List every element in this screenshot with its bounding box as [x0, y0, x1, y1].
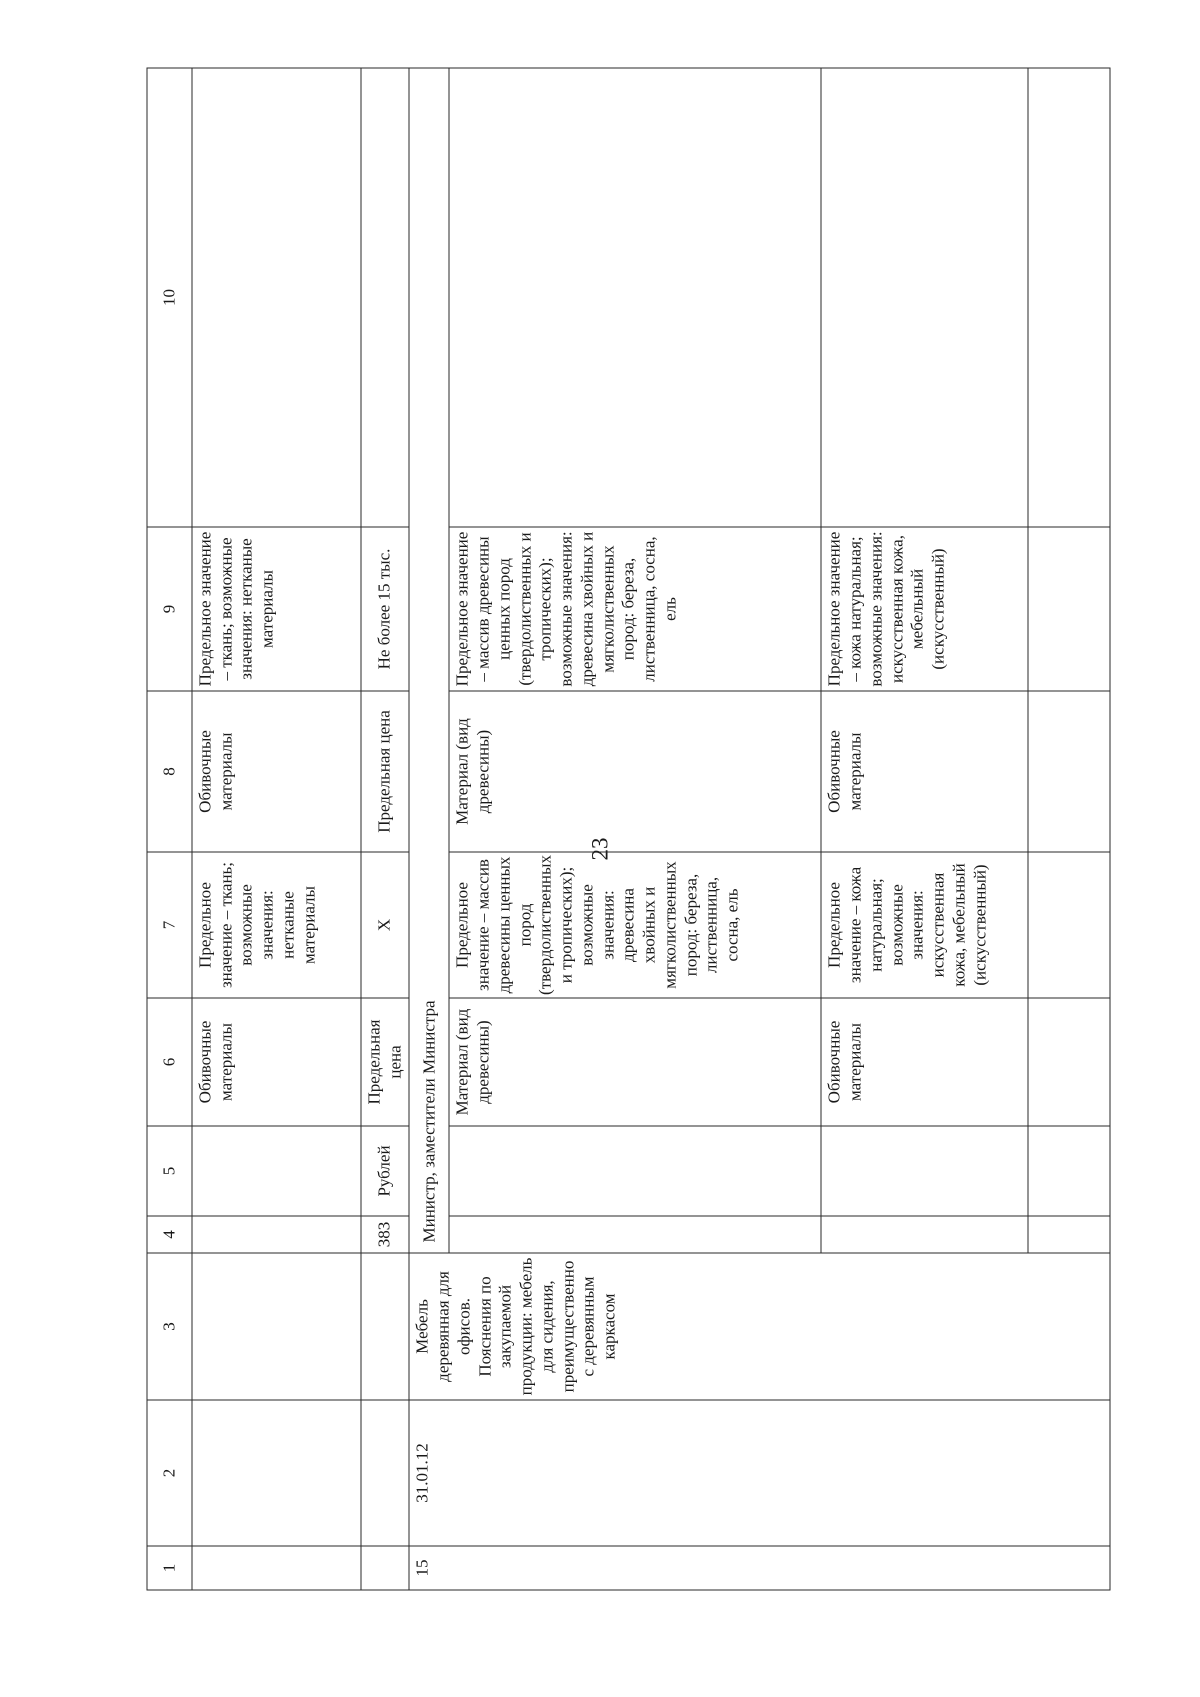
column-header: 2: [147, 1400, 192, 1546]
column-header: 3: [147, 1253, 192, 1400]
table-cell: [1028, 1216, 1110, 1253]
table-cell: [1028, 852, 1110, 998]
column-header: 6: [147, 998, 192, 1126]
table-cell: [821, 68, 1028, 527]
table-cell: [449, 68, 821, 527]
table-cell: Х: [361, 852, 409, 998]
table-cell: Рублей: [361, 1126, 409, 1216]
column-header: 5: [147, 1126, 192, 1216]
section-row: [409, 68, 449, 1590]
table-cell: [821, 1216, 1028, 1253]
column-header: 8: [147, 691, 192, 852]
table-cell: Обивочные материалы: [821, 691, 1028, 852]
table-cell: Предельное значение – кожа натуральная; возможные значения: искусственная кожа, мебельный (искусственный): [821, 852, 1028, 998]
table-cell: [361, 1400, 409, 1546]
table-cell: Предельное значение – кожа натуральная; возможные значения: искусственная кожа, мебельный (искусственный): [821, 527, 1028, 691]
table-cell: [1028, 998, 1110, 1126]
item-name: Мебель деревянная для офисов. Пояснения по закупаемой продукции: мебель для сидения, преимущественно с деревянным каркасом: [409, 1253, 1110, 1400]
column-header: 10: [147, 68, 192, 527]
table-cell: [1028, 68, 1110, 527]
table-cell: Предельное значение – ткань; возможные значения: нетканые материалы: [192, 527, 361, 691]
table-cell: Материал (вид древесины): [449, 691, 821, 852]
table-cell: [821, 1126, 1028, 1216]
column-header: 1: [147, 1546, 192, 1590]
section-title: Министр, заместители Министра: [409, 68, 449, 1253]
requirements-table-wrapper: [147, 69, 1098, 1591]
column-header: 9: [147, 527, 192, 691]
table-cell: 383: [361, 1216, 409, 1253]
table-cell: Обивочные материалы: [192, 998, 361, 1126]
table-cell: [361, 1253, 409, 1400]
table-cell: [1028, 527, 1110, 691]
item-code: 31.01.12: [409, 1400, 1110, 1546]
table-cell: [449, 1216, 821, 1253]
table-cell: [192, 1400, 361, 1546]
table-cell: Предельная цена: [361, 691, 409, 852]
table-cell: Предельная цена: [361, 998, 409, 1126]
table-cell: Материал (вид древесины): [449, 998, 821, 1126]
table-cell: Не более 15 тыс.: [361, 527, 409, 691]
table-cell: [192, 1216, 361, 1253]
column-number-row: [147, 68, 192, 1590]
table-cell: [192, 1546, 361, 1590]
table-cell: Обивочные материалы: [192, 691, 361, 852]
table-cell: Предельное значение – ткань; возможные значения: нетканые материалы: [192, 852, 361, 998]
table-cell: Предельное значение – массив древесины ценных пород (твердолиственных и тропических); возможные значения: древесина хвойных и мягколиственных пород: береза, лиственница, сосна, ель: [449, 527, 821, 691]
table-cell: [449, 1126, 821, 1216]
table-cell: [1028, 691, 1110, 852]
column-header: 7: [147, 852, 192, 998]
table-cell: [361, 1546, 409, 1590]
table-row: [361, 68, 409, 1590]
table-cell: [192, 68, 361, 527]
requirements-table: [147, 68, 1111, 1591]
table-cell: Предельное значение – массив древесины ценных пород (твердолиственных и тропических); возможные значения: древесина хвойных и мягколиственных пород: береза, лиственница, сосна, ель: [449, 852, 821, 998]
table-row: [192, 68, 361, 1590]
table-cell: [1028, 1126, 1110, 1216]
item-number: 15: [409, 1546, 1110, 1590]
table-cell: Обивочные материалы: [821, 998, 1028, 1126]
table-cell: [361, 68, 409, 527]
column-header: 4: [147, 1216, 192, 1253]
table-cell: [192, 1126, 361, 1216]
page-number: 23: [587, 837, 613, 861]
table-cell: [192, 1253, 361, 1400]
